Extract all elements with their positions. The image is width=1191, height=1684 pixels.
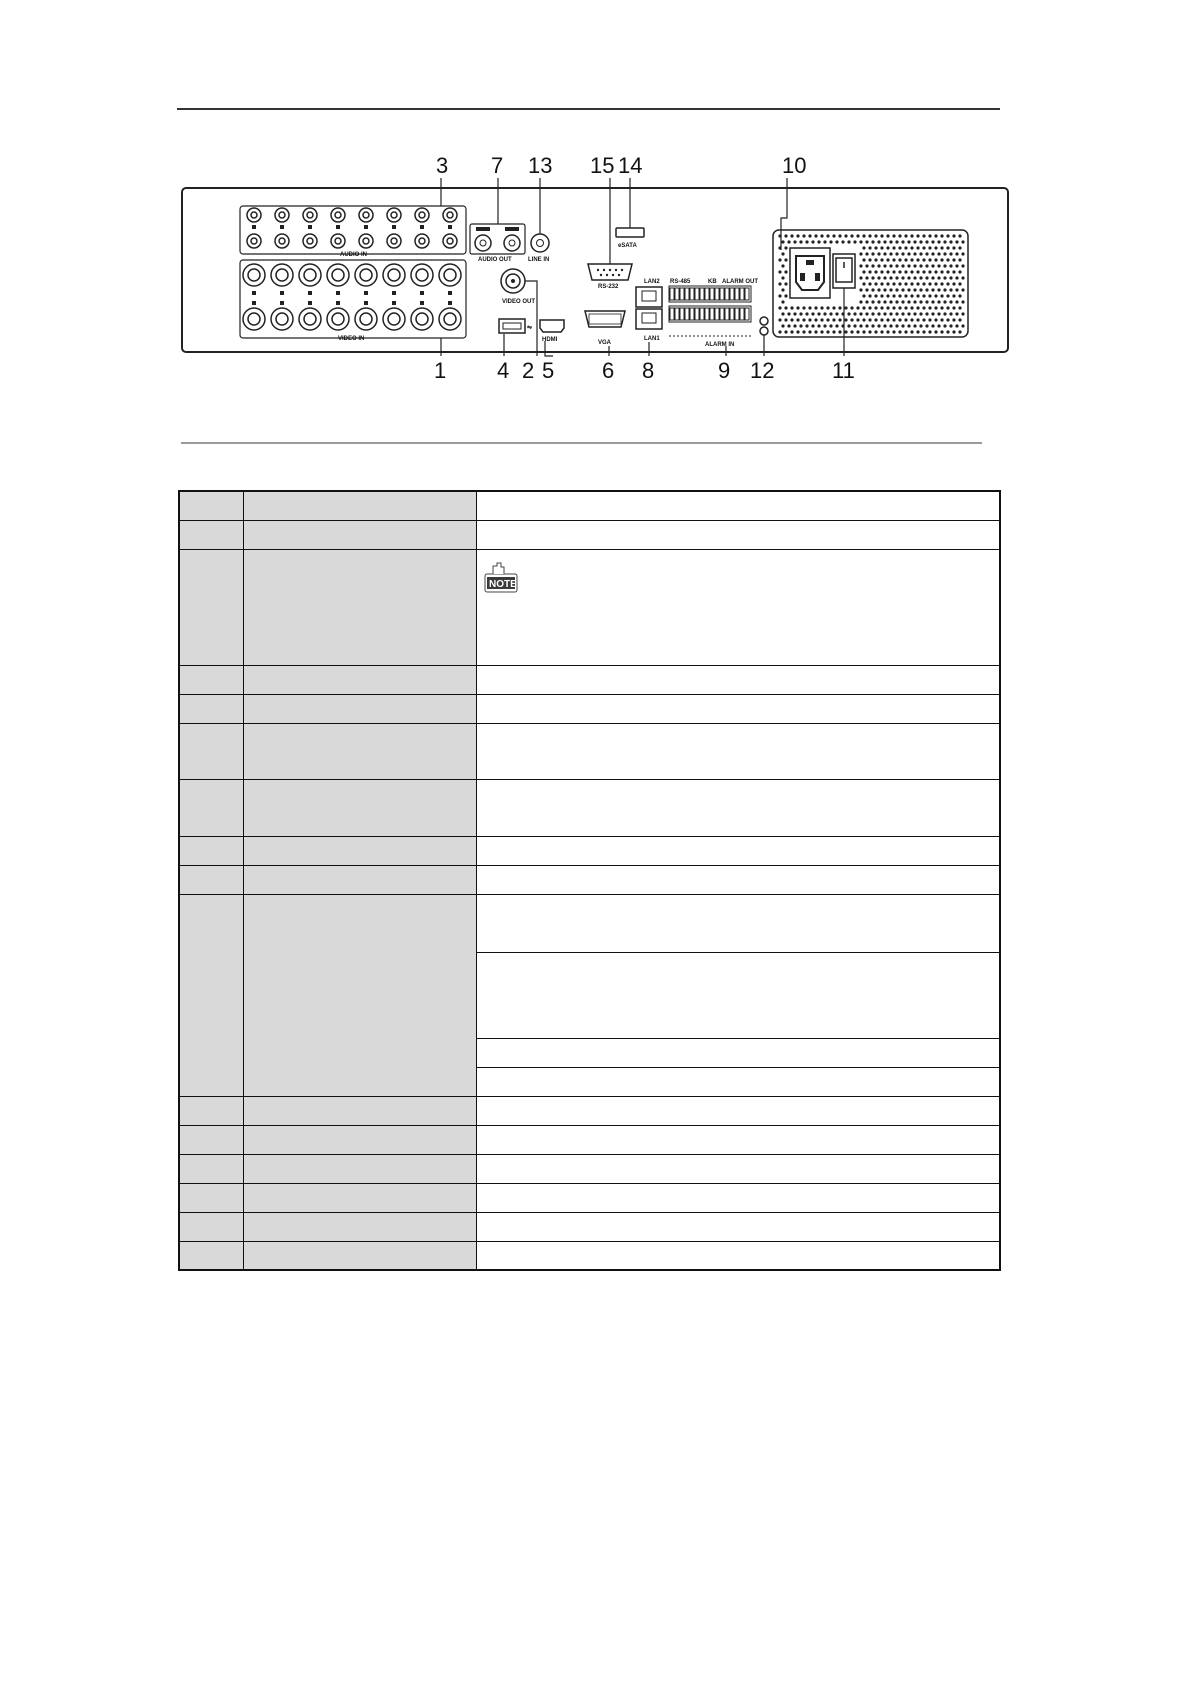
- rear-panel-table: [178, 490, 1001, 1271]
- table-row: [179, 1183, 1000, 1212]
- alarm-out-label: ALARM OUT: [722, 279, 758, 285]
- svg-text:⇋: ⇋: [527, 325, 533, 331]
- audio-in-label: AUDIO IN: [340, 252, 367, 258]
- callout-3: 3: [436, 153, 449, 178]
- callout-15: 15: [590, 153, 615, 178]
- video-in-label: VIDEO IN: [338, 336, 365, 342]
- alarm-in-label: ALARM IN: [705, 342, 735, 348]
- table-row: [179, 865, 1000, 894]
- table-row: [179, 1212, 1000, 1241]
- rs232-label: RS-232: [598, 284, 619, 290]
- callout-4: 4: [497, 358, 510, 383]
- table-row: [179, 1154, 1000, 1183]
- table-row: [179, 549, 1000, 665]
- lan1-label: LAN1: [644, 336, 660, 342]
- rs485-label: RS-485: [670, 279, 691, 285]
- line-in-label: LINE IN: [528, 257, 550, 263]
- callout-14: 14: [618, 153, 643, 178]
- callout-9: 9: [718, 358, 731, 383]
- top-rule: [177, 108, 1000, 110]
- esata-label: eSATA: [618, 243, 637, 249]
- table-row: [179, 723, 1000, 779]
- table-row: [179, 836, 1000, 865]
- callout-8: 8: [642, 358, 655, 383]
- lan2-label: LAN2: [644, 279, 660, 285]
- table-row: [179, 1241, 1000, 1270]
- callout-2: 2: [522, 358, 535, 383]
- section-rule: [181, 442, 982, 444]
- table-row: [179, 779, 1000, 836]
- callout-10: 10: [782, 153, 807, 178]
- video-out-label: VIDEO OUT: [502, 299, 536, 305]
- callout-5: 5: [542, 358, 555, 383]
- note-label: NOTE: [489, 578, 517, 590]
- rear-panel-svg: [170, 148, 1020, 388]
- table-row: [179, 665, 1000, 694]
- table-row: [179, 1096, 1000, 1125]
- note-hand-icon: [483, 560, 519, 596]
- table-row: [179, 694, 1000, 723]
- table-row: [179, 894, 1000, 952]
- callout-7: 7: [491, 153, 504, 178]
- table-row: [179, 520, 1000, 549]
- callout-1: 1: [434, 358, 447, 383]
- rear-panel-diagram: [170, 148, 1020, 388]
- hdmi-label: HDMI: [542, 337, 558, 343]
- vga-label: VGA: [598, 340, 612, 346]
- kb-label: KB: [708, 279, 717, 285]
- callout-11: 11: [832, 358, 855, 383]
- table-row: [179, 1125, 1000, 1154]
- table-row: [179, 491, 1000, 520]
- callout-12: 12: [750, 358, 775, 383]
- audio-out-label: AUDIO OUT: [478, 257, 512, 263]
- callout-13: 13: [528, 153, 553, 178]
- callout-6: 6: [602, 358, 615, 383]
